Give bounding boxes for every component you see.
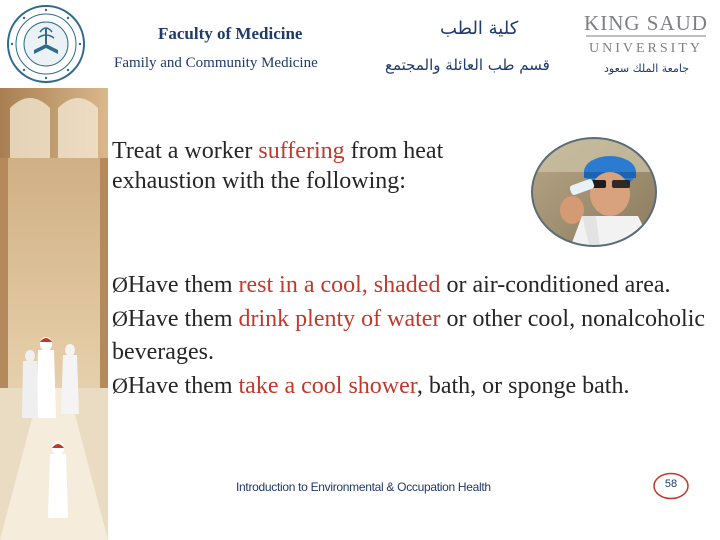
bullet-after: or other cool, nonalcoholic beverages.: [112, 306, 706, 365]
bullet-before: Have them: [127, 306, 239, 332]
ksu-logo-line1: KING SAUD: [584, 11, 708, 35]
bullet-after: , bath, or sponge bath.: [416, 373, 630, 399]
intro-suffix: from heat exhaustion with the following:: [112, 138, 444, 194]
faculty-title: Faculty of Medicine: [158, 24, 303, 43]
bullet-item: [112, 302, 718, 369]
university-seal-icon: [6, 4, 86, 84]
bullet-before: Have them: [127, 272, 239, 298]
arabic-department-title: قسم طب العائلة والمجتمع: [385, 56, 550, 74]
bullet-list: [112, 268, 718, 403]
bullet-after: or air-conditioned area.: [440, 272, 671, 298]
campus-walkway-photo: [0, 88, 108, 540]
footer-course-title: Introduction to Environmental & Occupation Health: [236, 480, 491, 494]
bullet-highlight: take a cool shower: [238, 373, 417, 399]
ksu-logo-line2: UNIVERSITY: [589, 41, 703, 56]
bullet-highlight: drink plenty of water: [238, 306, 441, 332]
bullet-item: [112, 369, 718, 403]
arrow-bullet-icon: Ø: [112, 306, 128, 331]
bullet-item: [112, 268, 718, 302]
page-number: 58: [664, 478, 678, 490]
worker-drinking-photo: [530, 136, 658, 248]
bullet-before: Have them: [127, 373, 239, 399]
arabic-faculty-title: كلية الطب: [440, 18, 519, 39]
slide-header: [0, 0, 720, 88]
university-arabic-name: جامعة الملك سعود: [604, 62, 690, 75]
arrow-bullet-icon: Ø: [112, 272, 128, 297]
intro-text: [112, 136, 552, 196]
king-saud-logo: [578, 8, 714, 56]
bullet-highlight: rest in a cool, shaded: [238, 272, 441, 298]
arrow-bullet-icon: Ø: [112, 373, 128, 398]
intro-prefix: Treat a worker: [112, 138, 259, 164]
faculty-subtitle: Family and Community Medicine: [114, 55, 318, 71]
intro-highlight: suffering: [258, 138, 345, 164]
